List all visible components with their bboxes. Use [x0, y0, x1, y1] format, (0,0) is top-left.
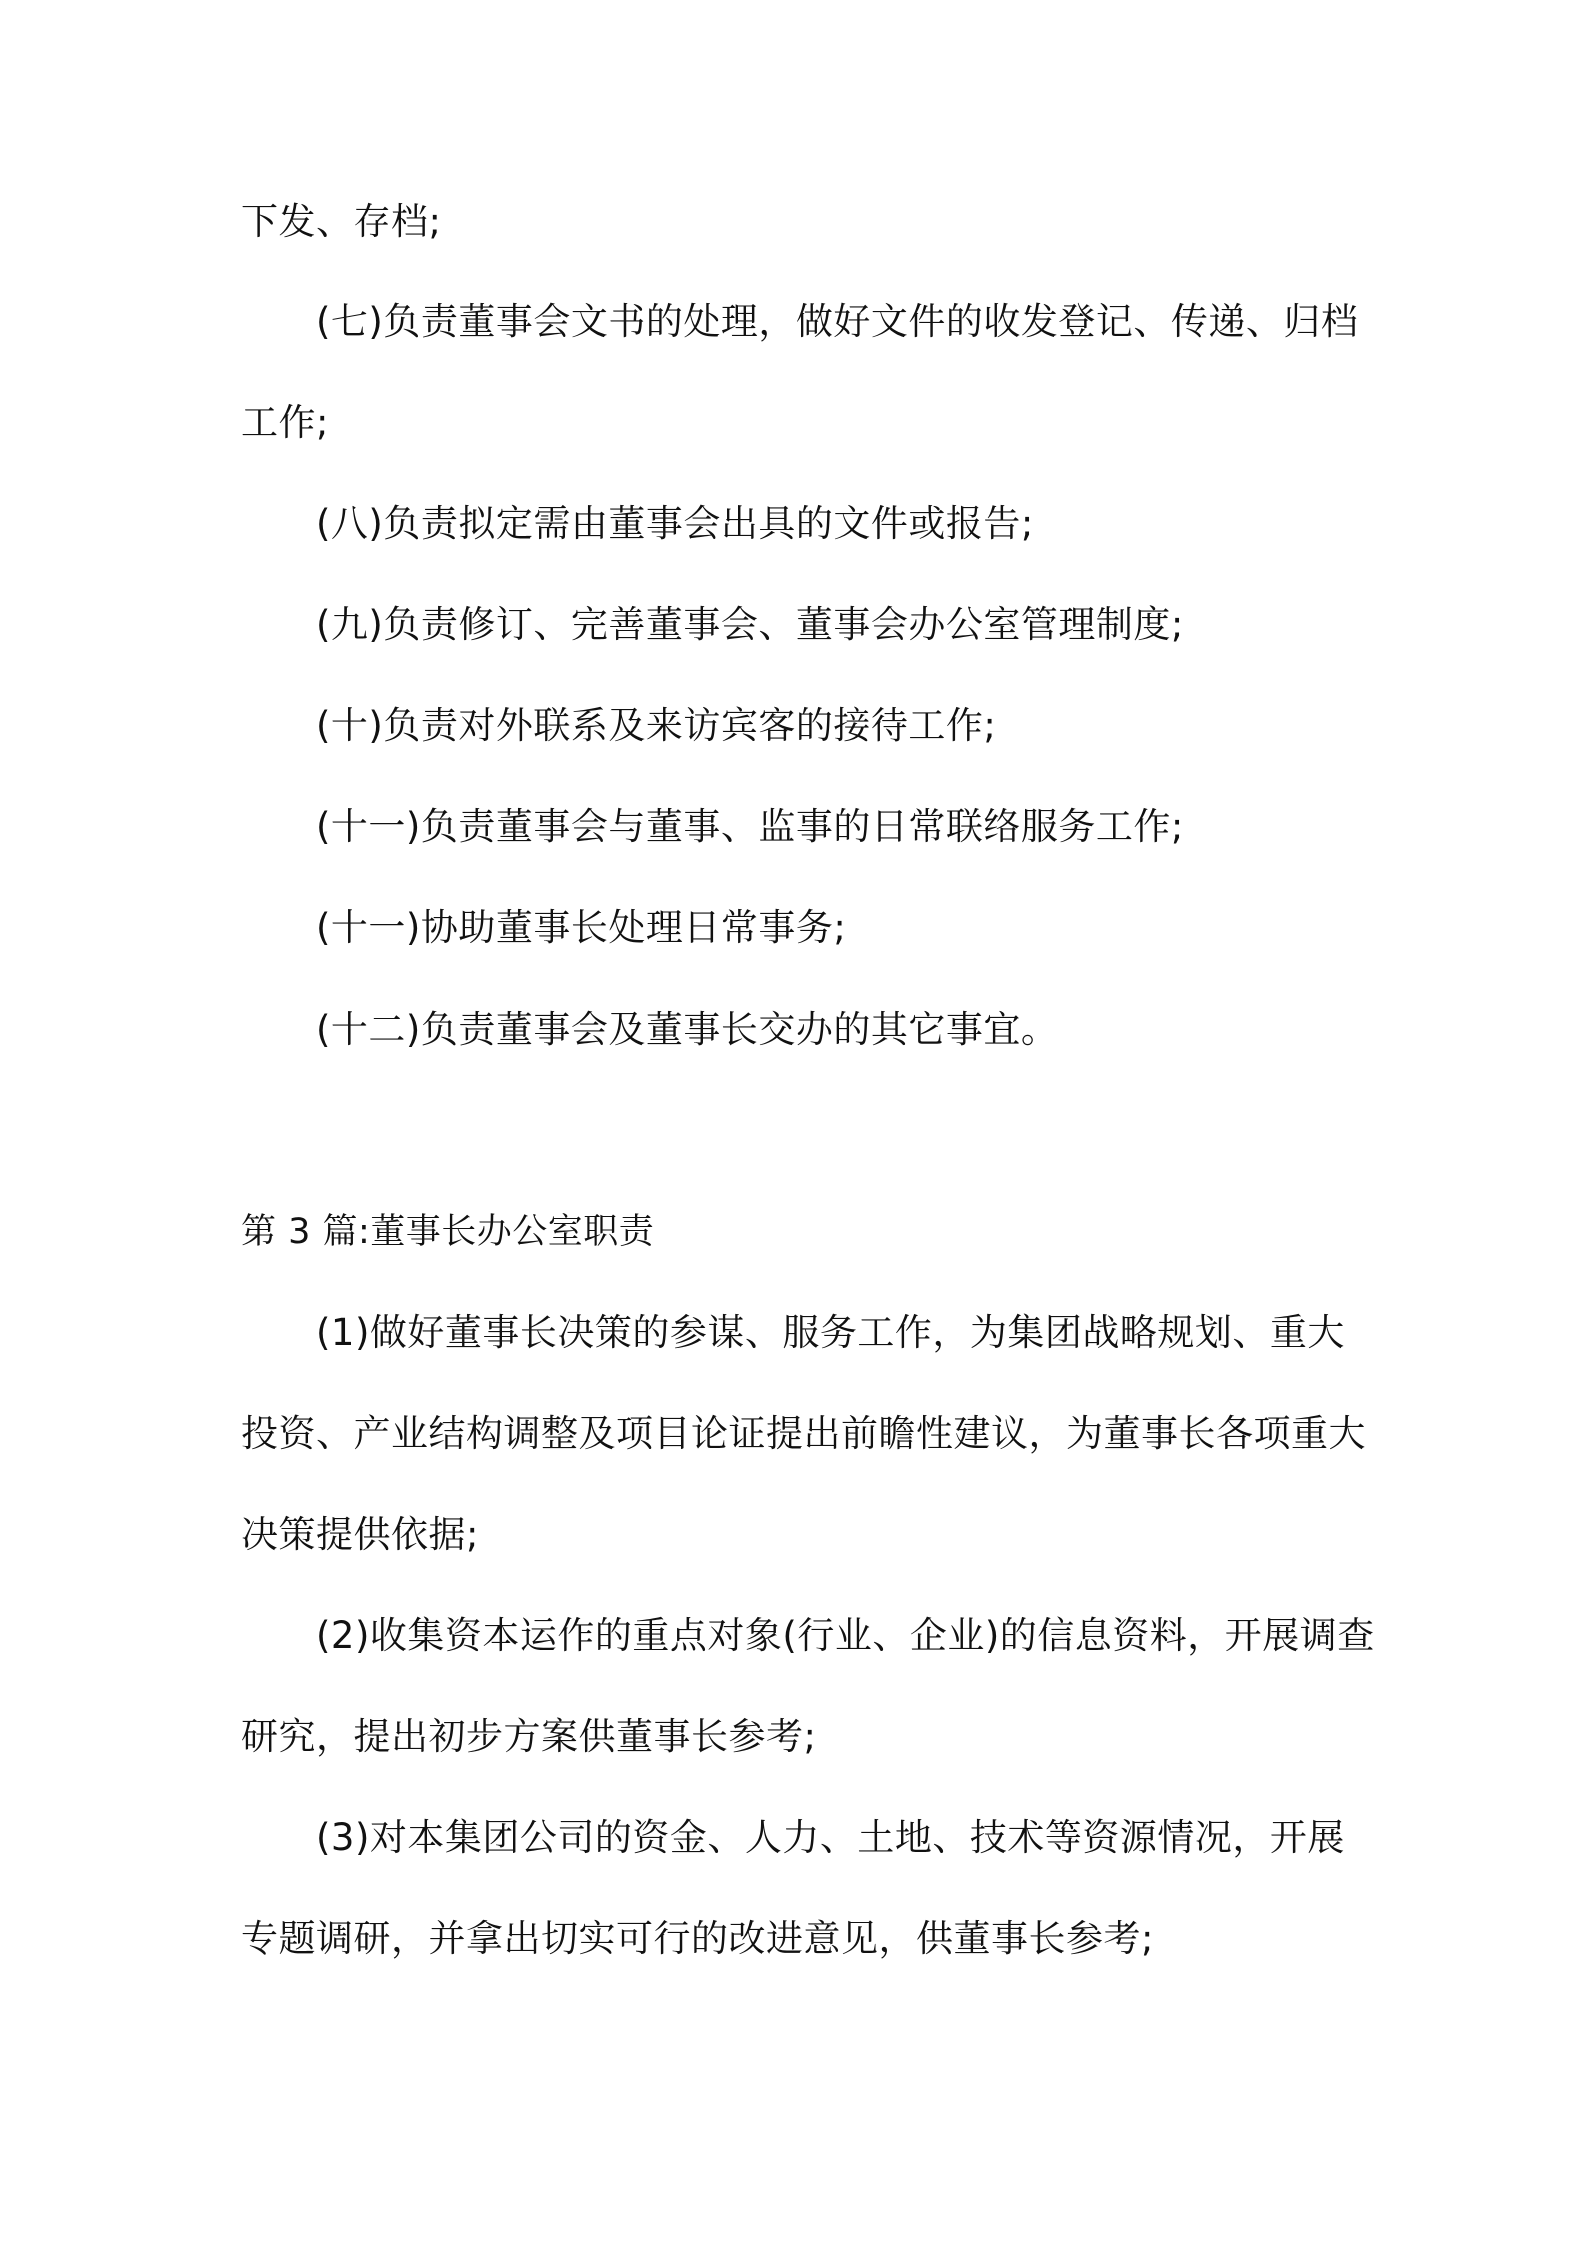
paragraph-line: (1)做好董事长决策的参谋、服务工作，为集团战略规划、重大 [316, 1311, 1345, 1354]
paragraph-line: (十一)负责董事会与董事、监事的日常联络服务工作; [316, 805, 1184, 848]
paragraph-line: 投资、产业结构调整及项目论证提出前瞻性建议，为董事长各项重大 [241, 1412, 1366, 1455]
paragraph-line: (3)对本集团公司的资金、人力、土地、技术等资源情况，开展 [316, 1816, 1345, 1859]
paragraph-line: 决策提供依据; [241, 1513, 479, 1556]
paragraph-line: (八)负责拟定需由董事会出具的文件或报告; [316, 502, 1034, 545]
paragraph-line: (十二)负责董事会及董事长交办的其它事宜。 [316, 1008, 1059, 1051]
paragraph-line: (十)负责对外联系及来访宾客的接待工作; [316, 704, 997, 747]
paragraph-line: 下发、存档; [241, 200, 442, 243]
paragraph-line: (七)负责董事会文书的处理，做好文件的收发登记、传递、归档 [316, 300, 1359, 343]
paragraph-line: (九)负责修订、完善董事会、董事会办公室管理制度; [316, 603, 1184, 646]
section-heading: 第 3 篇:董事长办公室职责 [241, 1212, 655, 1252]
paragraph-line: (2)收集资本运作的重点对象(行业、企业)的信息资料，开展调查 [316, 1614, 1375, 1657]
paragraph-line: 工作; [241, 401, 329, 444]
paragraph-line: 研究，提出初步方案供董事长参考; [241, 1715, 817, 1758]
paragraph-line: (十一)协助董事长处理日常事务; [316, 906, 847, 949]
paragraph-line: 专题调研，并拿出切实可行的改进意见，供董事长参考; [241, 1917, 1154, 1960]
